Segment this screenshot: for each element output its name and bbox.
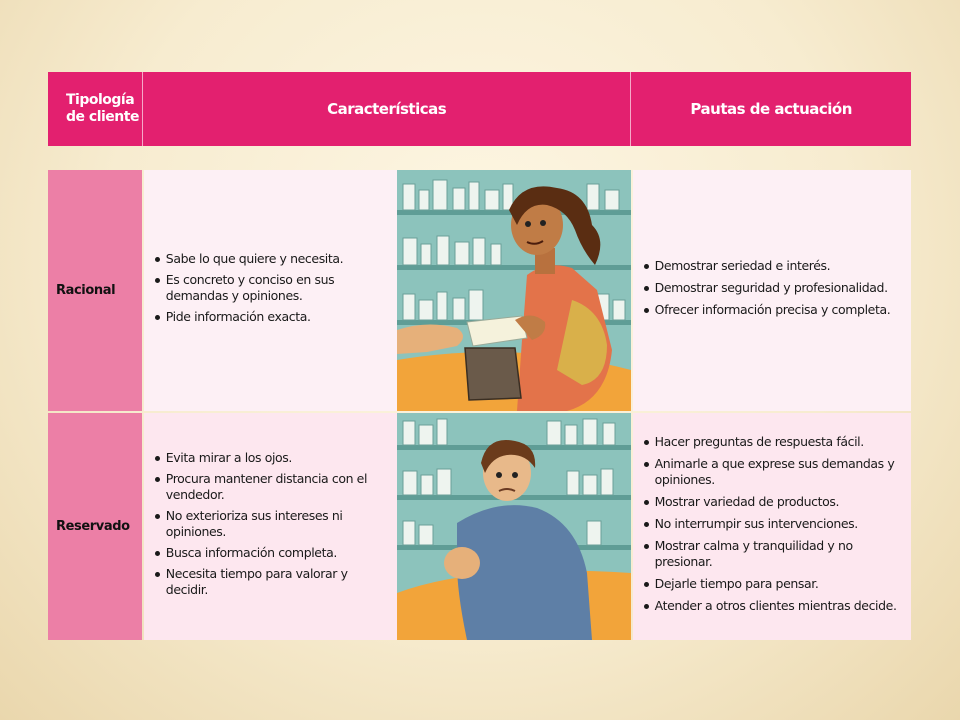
- list-item: Mostrar calma y tranquilidad y no presionar.: [643, 538, 905, 570]
- list-item: Hacer preguntas de respuesta fácil.: [643, 434, 905, 450]
- list-item: Necesita tiempo para valorar y decidir.: [154, 566, 389, 598]
- pharmacist-illustration: [397, 170, 630, 411]
- header-tipologia: Tipología de cliente: [48, 72, 143, 146]
- characteristics-list: [154, 251, 389, 330]
- guidelines-cell: [633, 413, 911, 640]
- list-item: Es concreto y conciso en sus demandas y opiniones.: [154, 272, 389, 304]
- list-item: Demostrar seriedad e interés.: [643, 258, 891, 274]
- shy-customer-illustration: [397, 413, 630, 640]
- guidelines-cell: [633, 170, 911, 411]
- list-item: Animarle a que exprese sus demandas y opiniones.: [643, 456, 905, 488]
- list-item: Mostrar variedad de productos.: [643, 494, 905, 510]
- list-item: Evita mirar a los ojos.: [154, 450, 389, 466]
- guidelines-list: [643, 434, 905, 620]
- list-item: Busca información completa.: [154, 545, 389, 561]
- characteristics-cell: [144, 170, 397, 411]
- list-item: Sabe lo que quiere y necesita.: [154, 251, 389, 267]
- type-label: Reservado: [48, 413, 142, 640]
- header-caracteristicas: Características: [143, 72, 631, 146]
- list-item: Procura mantener distancia con el vendedor.: [154, 471, 389, 503]
- client-typology-table: [48, 170, 911, 640]
- table-row: [48, 170, 911, 411]
- header-pautas: Pautas de actuación: [690, 100, 852, 118]
- list-item: Demostrar seguridad y profesionalidad.: [643, 280, 891, 296]
- list-item: Dejarle tiempo para pensar.: [643, 576, 905, 592]
- list-item: No exterioriza sus intereses ni opiniones.: [154, 508, 389, 540]
- list-item: Pide información exacta.: [154, 309, 389, 325]
- characteristics-cell: [144, 413, 397, 640]
- list-item: No interrumpir sus intervenciones.: [643, 516, 905, 532]
- list-item: Ofrecer información precisa y completa.: [643, 302, 891, 318]
- characteristics-list: [154, 450, 389, 603]
- list-item: Atender a otros clientes mientras decide.: [643, 598, 905, 614]
- guidelines-list: [643, 258, 891, 324]
- table-header: [48, 72, 911, 146]
- table-row: [48, 413, 911, 640]
- type-label: Racional: [48, 170, 142, 411]
